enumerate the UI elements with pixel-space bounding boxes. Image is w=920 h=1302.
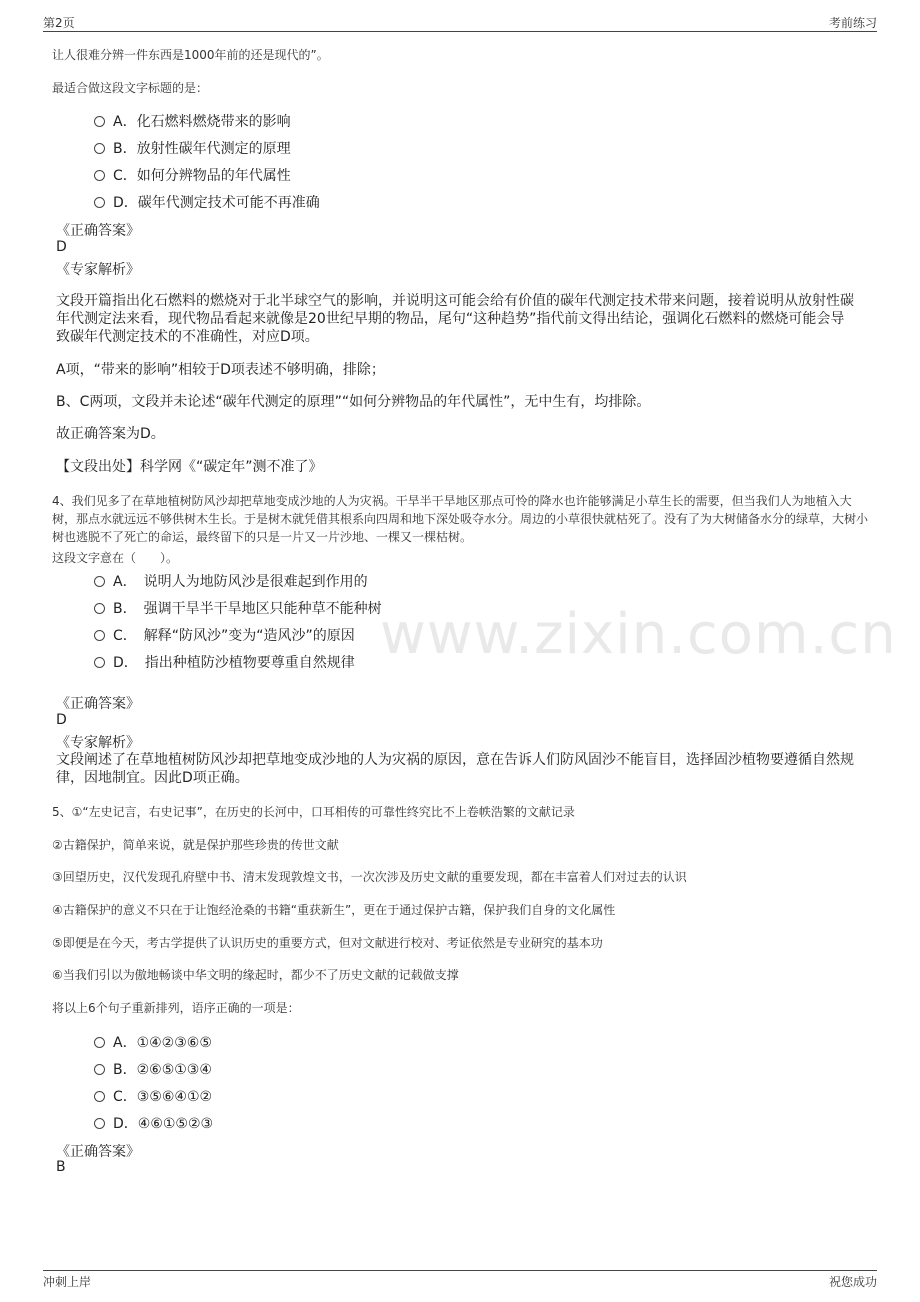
radio-icon[interactable] <box>94 657 105 668</box>
q4-text: 4、我们见多了在草地植树防风沙却把草地变成沙地的人为灾祸。干旱半干旱地区那点可怜的降水也许能够满足小草生长的需要，但当我们人为地植入大树，那点水就远远不够供树木生长。于是树木就凭借其根系向四周和地下深处吸夺水分。周边的小草很快就枯死了。没有了为大树储备水分的绿草，大树小树也逃脱不了死亡的命运，最终留下的只是一片又一片沙地、一棵又一棵枯树。 <box>52 494 869 544</box>
q5-sentence-3: ③回望历史，汉代发现孔府壁中书、清末发现敦煌文书，一次次涉及历史文献的重要发现，都在丰富着人们对过去的认识 <box>52 870 687 884</box>
q3-analysis-label: 《专家解析》 <box>56 262 140 278</box>
q3-answer: D <box>56 239 67 255</box>
q4-analysis-label: 《专家解析》 <box>56 735 140 751</box>
q3-source: 【文段出处】科学网《“碳定年”测不准了》 <box>56 459 323 475</box>
radio-icon[interactable] <box>94 1118 105 1129</box>
q4-option-b[interactable]: B． 强调干旱半干旱地区只能种草不能种树 <box>94 598 382 618</box>
q5-sentence-1: 5、①“左史记言，右史记事”，在历史的长河中，口耳相传的可靠性终究比不上卷帙浩繁的文献记录 <box>52 805 575 819</box>
q4-analysis: 文段阐述了在草地植树防风沙却把草地变成沙地的人为灾祸的原因，意在告诉人们防风固沙不能盲目，选择固沙植物要遵循自然规律，因地制宜。因此D项正确。 <box>56 752 854 786</box>
radio-icon[interactable] <box>94 170 105 181</box>
q3-analysis-paragraph: 文段开篇指出化石燃料的燃烧对于北半球空气的影响，并说明这可能会给有价值的碳年代测定技术带来问题，接着说明从放射性碳年代测定法来看，现代物品看起来就像是20世纪早期的物品，尾句“这种趋势”指代前文得出结论，强调化石燃料的燃烧可能会导致碳年代测定技术的不准确性，对应D项。 <box>56 293 854 345</box>
footer-rule <box>43 1270 877 1271</box>
q5-answer: B <box>56 1159 66 1175</box>
radio-icon[interactable] <box>94 116 105 127</box>
q3-option-c[interactable]: C．如何分辨物品的年代属性 <box>94 165 291 185</box>
q4-option-c[interactable]: C． 解释“防风沙”变为“造风沙”的原因 <box>94 625 355 645</box>
radio-icon[interactable] <box>94 143 105 154</box>
q3-option-b[interactable]: B．放射性碳年代测定的原理 <box>94 138 291 158</box>
q3-analysis-bc: B、C两项，文段并未论述“碳年代测定的原理”“如何分辨物品的年代属性”，无中生有，均排除。 <box>56 394 651 410</box>
q4-answer-label: 《正确答案》 <box>56 696 140 712</box>
q5-prompt: 将以上6个句子重新排列，语序正确的一项是： <box>52 1001 300 1015</box>
radio-icon[interactable] <box>94 1091 105 1102</box>
q3-analysis-conclusion: 故正确答案为D。 <box>56 426 165 442</box>
footer-right: 祝您成功 <box>828 1275 877 1289</box>
radio-icon[interactable] <box>94 576 105 587</box>
page-number: 第2页 <box>43 16 75 30</box>
q4-option-a[interactable]: A． 说明人为地防风沙是很难起到作用的 <box>94 571 368 591</box>
q5-option-d[interactable]: D．④⑥①⑤②③ <box>94 1113 213 1133</box>
q5-sentence-4: ④古籍保护的意义不只在于让饱经沧桑的书籍“重获新生”，更在于通过保护古籍，保护我们自身的文化属性 <box>52 903 616 917</box>
q4-prompt: 这段文字意在（ ）。 <box>52 551 179 565</box>
radio-icon[interactable] <box>94 197 105 208</box>
q5-sentence-2: ②古籍保护，简单来说，就是保护那些珍贵的传世文献 <box>52 838 339 852</box>
radio-icon[interactable] <box>94 1037 105 1048</box>
q5-answer-label: 《正确答案》 <box>56 1144 140 1160</box>
q3-option-d[interactable]: D．碳年代测定技术可能不再准确 <box>94 192 320 212</box>
footer-left: 冲刺上岸 <box>43 1275 92 1289</box>
header-title: 考前练习 <box>828 16 877 30</box>
q4-answer: D <box>56 712 67 728</box>
q3-option-a[interactable]: A．化石燃料燃烧带来的影响 <box>94 111 291 131</box>
q5-sentence-6: ⑥当我们引以为傲地畅谈中华文明的缘起时，都少不了历史文献的记载做支撑 <box>52 968 459 982</box>
header-rule <box>43 31 877 32</box>
q3-prompt: 最适合做这段文字标题的是： <box>52 81 209 95</box>
watermark: www.zixin.com.cn <box>380 602 897 667</box>
q5-option-b[interactable]: B．②⑥⑤①③④ <box>94 1059 212 1079</box>
radio-icon[interactable] <box>94 603 105 614</box>
radio-icon[interactable] <box>94 630 105 641</box>
q3-answer-label: 《正确答案》 <box>56 223 140 239</box>
q4-option-d[interactable]: D． 指出种植防沙植物要尊重自然规律 <box>94 652 355 672</box>
q3-text-tail: 让人很难分辨一件东西是1000年前的还是现代的”。 <box>52 48 329 62</box>
radio-icon[interactable] <box>94 1064 105 1075</box>
q5-option-c[interactable]: C．③⑤⑥④①② <box>94 1086 212 1106</box>
q3-analysis-a: A项，“带来的影响”相较于D项表述不够明确，排除； <box>56 362 385 378</box>
q5-sentence-5: ⑤即便是在今天，考古学提供了认识历史的重要方式，但对文献进行校对、考证依然是专业研究的基本功 <box>52 936 603 950</box>
q5-option-a[interactable]: A．①④②③⑥⑤ <box>94 1032 212 1052</box>
